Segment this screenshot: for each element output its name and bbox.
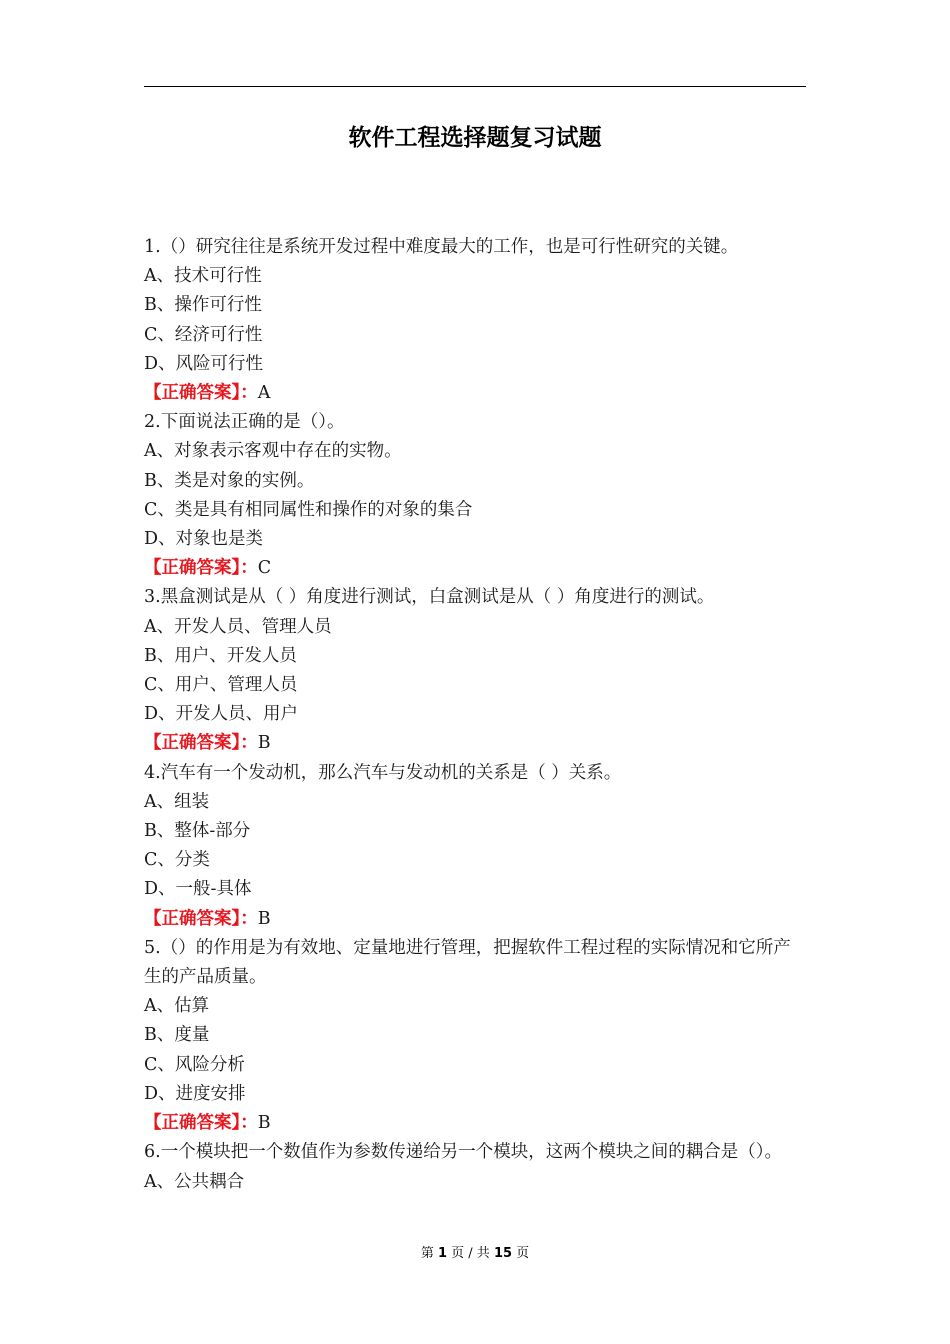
question-1 bbox=[144, 233, 806, 408]
answer-line bbox=[144, 729, 806, 758]
option-a: A、估算 bbox=[144, 996, 210, 1017]
answer-line bbox=[144, 554, 806, 583]
option-b: B、整体-部分 bbox=[144, 821, 251, 842]
question-stem: 5.（）的作用是为有效地、定量地进行管理，把握软件工程过程的实际情况和它所产生的产品质量。 bbox=[144, 937, 791, 988]
option-d: D、进度安排 bbox=[144, 1083, 246, 1104]
option-d: D、对象也是类 bbox=[144, 529, 264, 550]
document-title: 软件工程选择题复习试题 bbox=[348, 125, 602, 151]
answer-line bbox=[144, 905, 806, 934]
footer-middle: 页 / 共 bbox=[447, 1246, 494, 1261]
question-stem: 6.一个模块把一个数值作为参数传递给另一个模块，这两个模块之间的耦合是（）。 bbox=[144, 1142, 782, 1163]
question-list bbox=[144, 233, 806, 1197]
question-stem: 3.黑盒测试是从（ ）角度进行测试，白盒测试是从（ ）角度进行的测试。 bbox=[144, 587, 715, 608]
option-a: A、对象表示客观中存在的实物。 bbox=[144, 441, 402, 462]
answer-label: 【正确答案】： bbox=[144, 908, 258, 929]
option-b: B、操作可行性 bbox=[144, 295, 262, 316]
answer-label: 【正确答案】： bbox=[144, 383, 258, 404]
option-a: A、组装 bbox=[144, 791, 210, 812]
option-a: A、公共耦合 bbox=[144, 1171, 245, 1192]
option-c: C、分类 bbox=[144, 850, 210, 871]
question-stem: 2.下面说法正确的是（）。 bbox=[144, 412, 345, 433]
option-b: B、类是对象的实例。 bbox=[144, 470, 315, 491]
option-a: A、开发人员、管理人员 bbox=[144, 616, 332, 637]
page-footer bbox=[0, 1244, 950, 1264]
option-d: D、开发人员、用户 bbox=[144, 704, 299, 725]
option-a: A、技术可行性 bbox=[144, 266, 262, 287]
option-c: C、用户、管理人员 bbox=[144, 675, 298, 696]
option-c: C、经济可行性 bbox=[144, 324, 263, 345]
header-rule bbox=[144, 86, 806, 87]
total-page-count: 15 bbox=[493, 1246, 513, 1261]
current-page-number: 1 bbox=[437, 1246, 448, 1261]
answer-value: A bbox=[257, 383, 271, 404]
footer-suffix: 页 bbox=[512, 1246, 530, 1261]
option-b: B、用户、开发人员 bbox=[144, 645, 297, 666]
question-2 bbox=[144, 408, 806, 583]
answer-value: B bbox=[257, 1113, 271, 1134]
question-3 bbox=[144, 583, 806, 758]
option-c: C、类是具有相同属性和操作的对象的集合 bbox=[144, 499, 473, 520]
footer-prefix: 第 bbox=[420, 1246, 438, 1261]
question-4 bbox=[144, 759, 806, 934]
answer-label: 【正确答案】： bbox=[144, 558, 258, 579]
option-d: D、一般-具体 bbox=[144, 879, 252, 900]
option-c: C、风险分析 bbox=[144, 1054, 245, 1075]
option-d: D、风险可行性 bbox=[144, 353, 264, 374]
question-stem: 4.汽车有一个发动机，那么汽车与发动机的关系是（ ）关系。 bbox=[144, 762, 622, 783]
answer-value: B bbox=[257, 908, 271, 929]
question-stem: 1.（）研究往往是系统开发过程中难度最大的工作，也是可行性研究的关键。 bbox=[144, 237, 739, 257]
answer-label: 【正确答案】： bbox=[144, 1113, 258, 1134]
answer-label: 【正确答案】： bbox=[144, 733, 258, 754]
answer-line bbox=[144, 379, 806, 408]
question-6 bbox=[144, 1138, 806, 1196]
answer-line bbox=[144, 1109, 806, 1138]
answer-value: C bbox=[257, 558, 272, 579]
answer-value: B bbox=[257, 733, 271, 754]
option-b: B、度量 bbox=[144, 1025, 210, 1046]
question-5 bbox=[144, 934, 806, 1138]
